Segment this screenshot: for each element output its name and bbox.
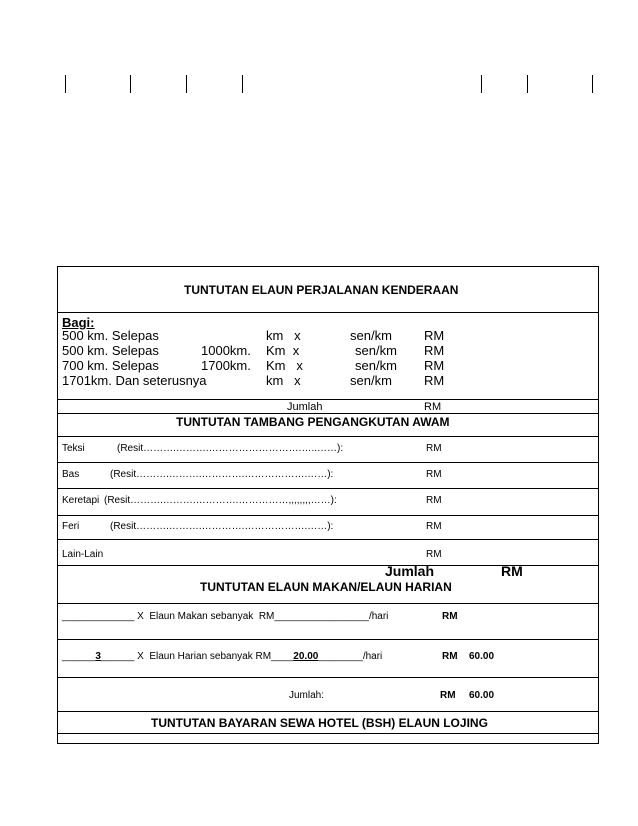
makan-rm: RM (442, 611, 458, 622)
column-tick (527, 75, 528, 93)
row-divider (58, 539, 598, 540)
rate-row-unit: km x (266, 373, 301, 388)
rate-row-rm: RM (424, 328, 445, 343)
rate-row-rate: sen/km (355, 343, 397, 358)
row-divider (58, 413, 598, 414)
rate-row-unit: Km x (266, 343, 300, 358)
row-divider (58, 733, 598, 734)
fare-row-resit: (Resit……….……….……………………….…..……): (117, 443, 344, 454)
harian-rate: 20.00 (293, 651, 319, 662)
row-divider (58, 399, 598, 400)
row-divider (58, 312, 598, 313)
column-tick (592, 75, 593, 93)
makan-rate-blank: _________________ (274, 611, 369, 622)
row-divider (58, 515, 598, 516)
makan-jumlah-amount: 60.00 (469, 690, 495, 701)
fare-row-label: Bas (62, 469, 80, 480)
makan-text: X Elaun Makan sebanyak RM (134, 611, 275, 622)
column-tick (242, 75, 243, 93)
row-divider (58, 711, 598, 712)
fare-row-resit: (Resit……….……….………….……………,,,,,,,,……): (104, 495, 337, 506)
rate-row-rate: sen/km (350, 373, 392, 388)
fare-row-rm: RM (426, 443, 442, 454)
row-divider (58, 462, 598, 463)
section-title-kenderaan: TUNTUTAN ELAUN PERJALANAN KENDERAAN (184, 283, 459, 297)
fare-jumlah-label: Jumlah (385, 563, 435, 579)
row-divider (58, 639, 598, 640)
fare-row-rm: RM (426, 469, 442, 480)
rate-row-rate: sen/km (350, 328, 392, 343)
section-title-makan: TUNTUTAN ELAUN MAKAN/ELAUN HARIAN (200, 580, 452, 594)
harian-per: /hari (362, 651, 383, 662)
fare-row-rm: RM (426, 549, 442, 560)
makan-jumlah-label: Jumlah: (289, 690, 325, 701)
harian-text: X Elaun Harian sebanyak RM (134, 651, 272, 662)
row-divider (58, 488, 598, 489)
makan-jumlah-rm: RM (440, 690, 456, 701)
makan-per: /hari (368, 611, 389, 622)
row-divider (58, 436, 598, 437)
rate-row-label: 500 km. Selepas (62, 328, 159, 343)
column-tick (186, 75, 187, 93)
harian-days: 3 (95, 651, 101, 662)
harian-line (62, 652, 382, 662)
rate-row-rm: RM (424, 358, 445, 373)
harian-amount: 60.00 (469, 651, 495, 662)
column-tick (65, 75, 66, 93)
rate-row-unit: km x (266, 328, 301, 343)
claim-form (57, 266, 599, 744)
harian-rate-post: ________ (318, 651, 363, 662)
rate-row-label: 1701km. Dan seterusnya (62, 373, 207, 388)
harian-post: ______ (100, 651, 135, 662)
row-divider (58, 603, 598, 604)
fare-row-resit: (Resit……….……….………….……………….……): (110, 521, 334, 532)
fare-row-label: Keretapi (62, 495, 100, 506)
fare-row-rm: RM (426, 521, 442, 532)
rate-row-rm: RM (424, 343, 445, 358)
fare-row-label: Feri (62, 521, 80, 532)
rate-row-label: 500 km. Selepas (62, 343, 159, 358)
rate-row-rm: RM (424, 373, 445, 388)
section-title-hotel: TUNTUTAN BAYARAN SEWA HOTEL (BSH) ELAUN LOJING (151, 716, 488, 730)
fare-row-rm: RM (426, 495, 442, 506)
fare-row-label: Lain-Lain (62, 549, 104, 560)
harian-rm: RM (442, 651, 458, 662)
bagi-label: Bagi: (62, 315, 95, 330)
row-divider (58, 677, 598, 678)
rate-row-rate: sen/km (355, 358, 397, 373)
makan-blank: _____________ (62, 611, 135, 622)
column-tick (130, 75, 131, 93)
harian-rate-pre: ____ (271, 651, 294, 662)
rate-row-mid: 1700km. (201, 358, 251, 373)
section-title-tambang: TUNTUTAN TAMBANG PENGANGKUTAN AWAM (176, 415, 450, 429)
fare-row-resit: (Resit……….……….………….……………….……): (110, 469, 334, 480)
fare-row-label: Teksi (62, 443, 85, 454)
rate-row-mid: 1000km. (201, 343, 251, 358)
column-tick (481, 75, 482, 93)
fare-jumlah-rm: RM (501, 563, 523, 579)
jumlah-rm: RM (424, 401, 442, 413)
jumlah-label: Jumlah (287, 401, 323, 413)
harian-pre: ______ (62, 651, 96, 662)
rate-row-unit: Km x (266, 358, 303, 373)
makan-line (62, 612, 388, 622)
rate-row-label: 700 km. Selepas (62, 358, 159, 373)
